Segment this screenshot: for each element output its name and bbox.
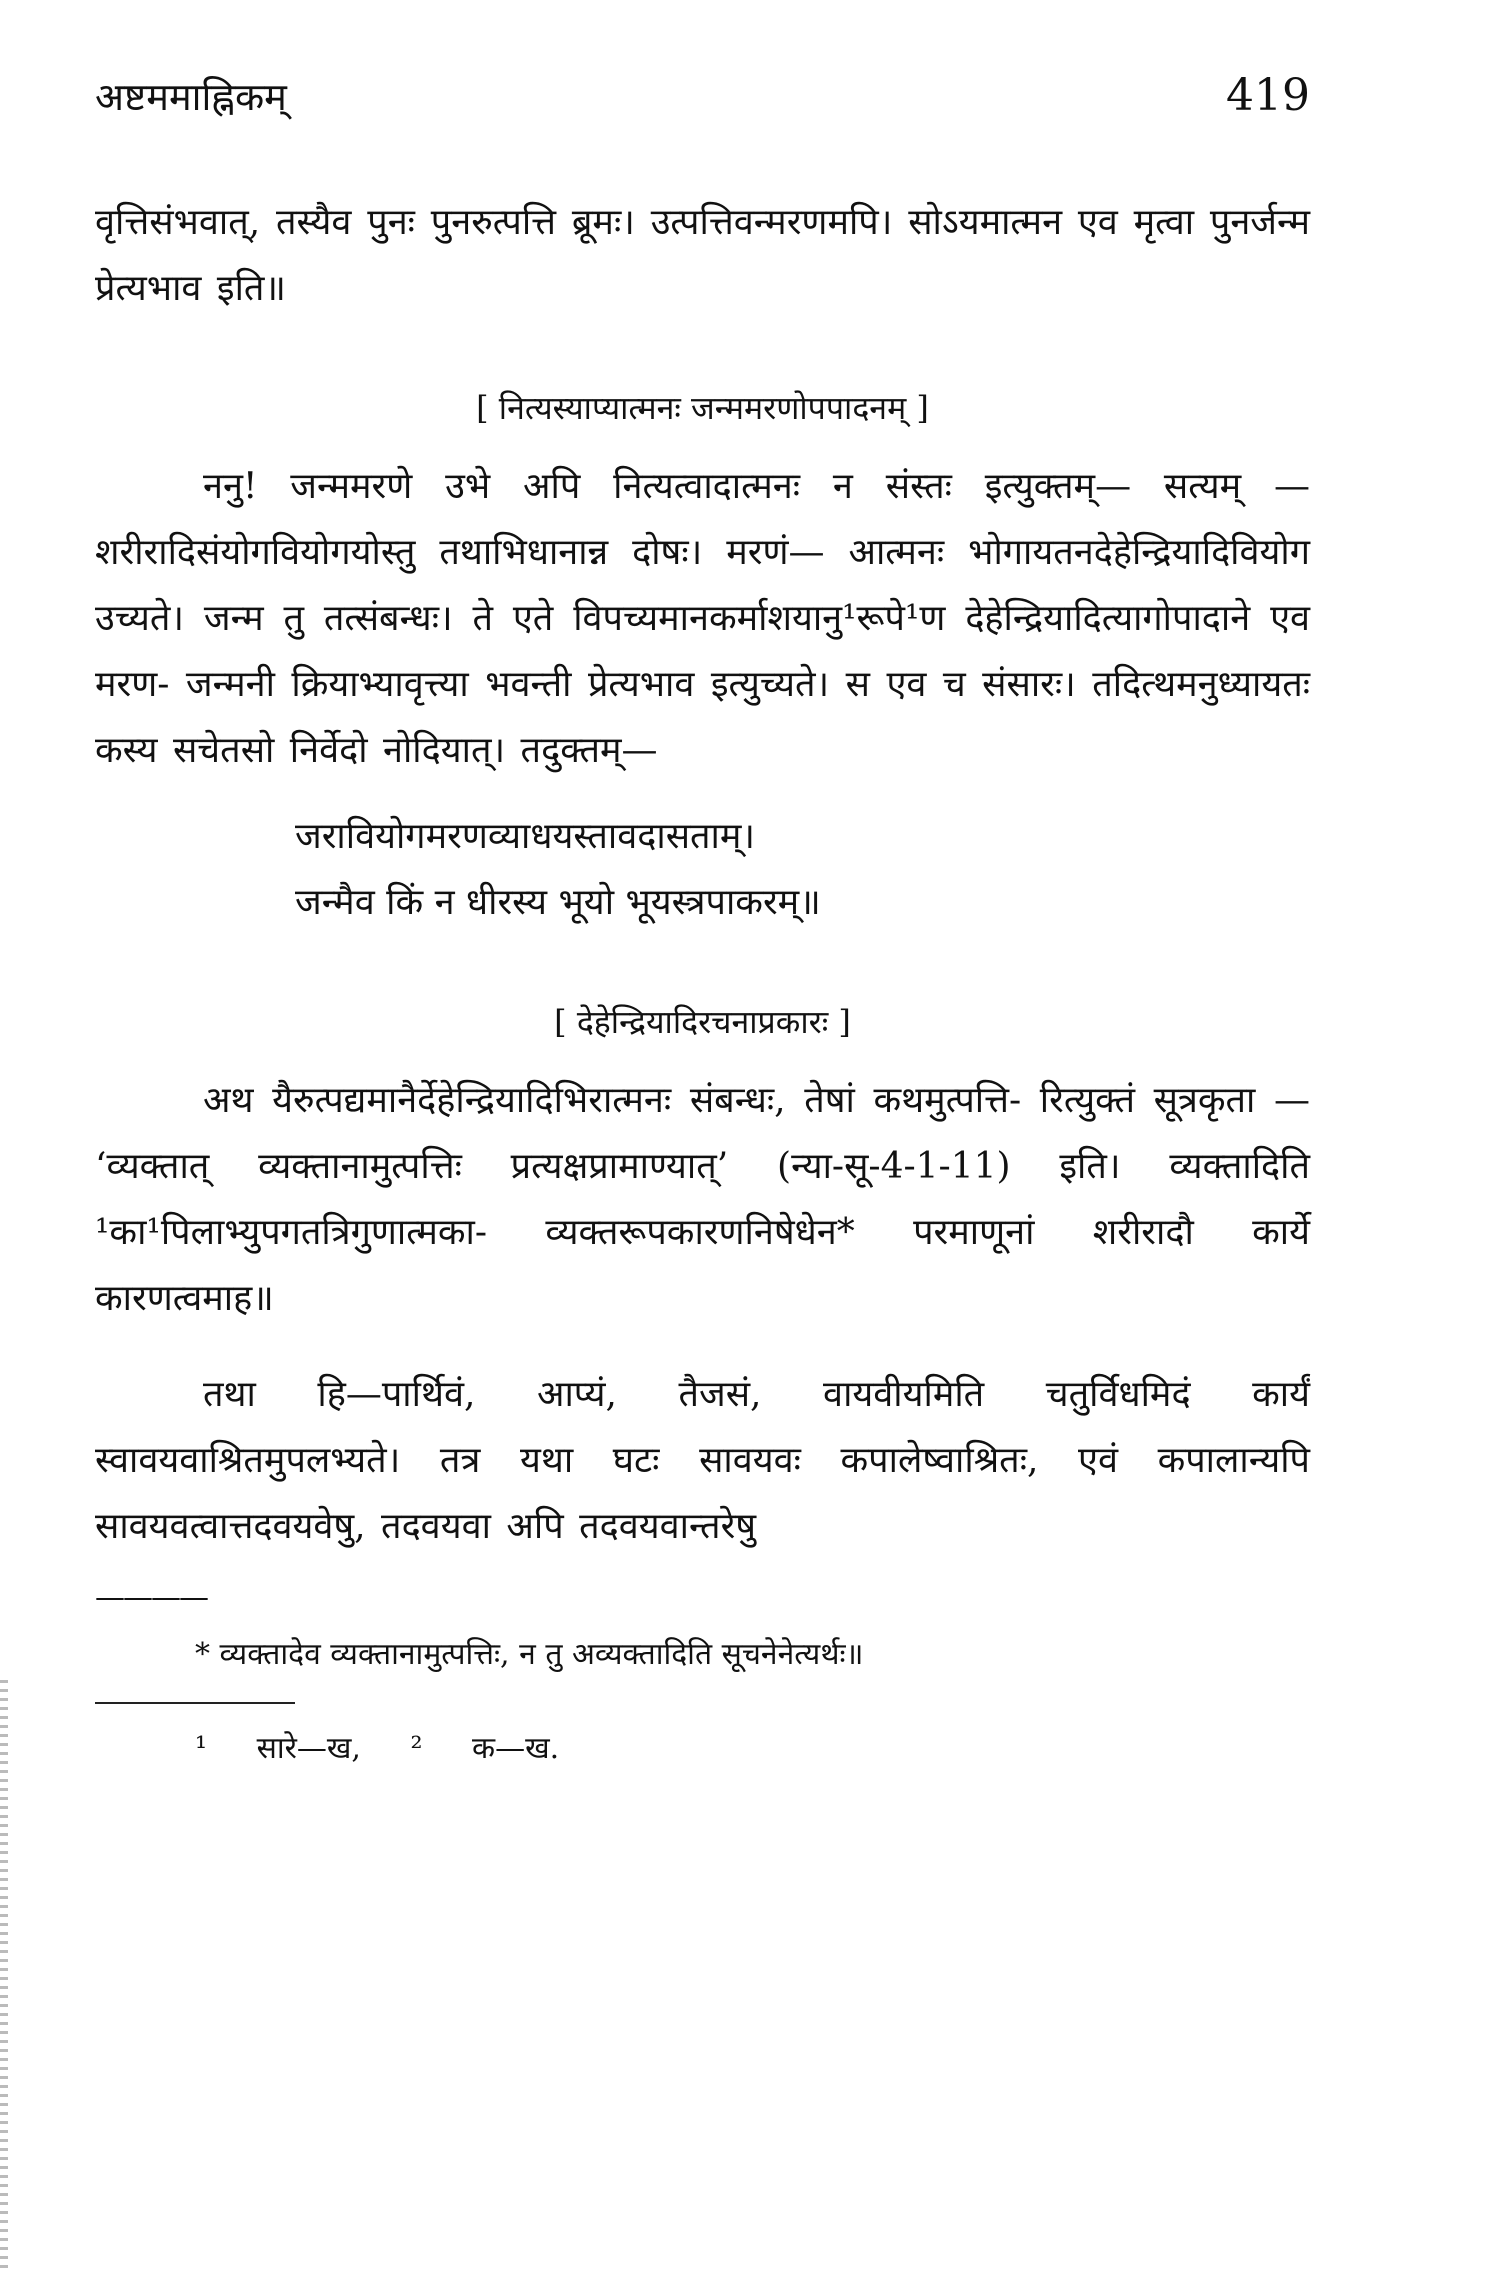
page-header (95, 70, 1310, 130)
verse-line-1: जरावियोगमरणव्याधयस्तावदासताम्। (295, 816, 756, 857)
variant-readings: ¹ सारे—ख, ² क—ख. (195, 1731, 560, 1766)
section-heading-2: [ देहेन्द्रियादिरचनाप्रकारः ] (554, 1003, 851, 1041)
verse-line-2: जन्मैव किं न धीरस्य भूयो भूयस्त्रपाकरम्॥ (295, 882, 821, 923)
paragraph-2: ननु! जन्ममरणे उभे अपि नित्यत्वादात्मनः न संस्तः इत्युक्तम्— सत्यम् — शरीरादिसंयोगवियोगयोस्तु तथाभिधानान्न दोषः। मरणं— आत्मनः भोगायतनदेहेन्द्रियादिवियोग उच्यते। जन्म तु तत्संबन्धः। ते एते विपच्यमानकर्माशयानु¹रूपे¹ण देहेन्द्रियादित्यागोपादाने एव मरण- जन्मनी क्रियाभ्यावृत्त्या भवन्ती प्रेत्यभाव इत्युच्यते। स एव च संसारः। तदित्थमनुध्यायतः कस्य सचेतसो निर्वेदो नोदियात्। तदुक्तम्— (95, 466, 1310, 771)
footnote-rule (95, 1702, 295, 1704)
body-text (95, 190, 1310, 1774)
paragraph-3: अथ यैरुत्पद्यमानैर्देहेन्द्रियादिभिरात्मनः संबन्धः, तेषां कथमुत्पत्ति- रित्युक्तं सूत्रकृता — ‘व्यक्तात् व्यक्तानामुत्पत्तिः प्रत्यक्षप्रामाण्यात्’ (न्या-सू-4-1-11) इति। व्यक्तादिति ¹का¹पिलाभ्युपगतत्रिगुणात्मका- व्यक्तरूपकारणनिषेधेन* परमाणूनां शरीरादौ कार्ये कारणत्वमाह॥ (95, 1080, 1310, 1319)
section-heading-1: [ नित्यस्याप्यात्मनः जन्ममरणोपपादनम् ] (476, 389, 929, 427)
footnote-star: * व्यक्तादेव व्यक्तानामुत्पत्तिः, न तु अव्यक्तादिति सूचनेनेत्यर्थः॥ (195, 1637, 864, 1672)
scan-edge-artifact (0, 1680, 8, 2274)
footnote-dashes: ———— (95, 1580, 207, 1615)
page-number: 419 (1226, 70, 1310, 121)
running-title: अष्टममाह्निकम् (95, 75, 287, 119)
paragraph-1: वृत्तिसंभवात्, तस्यैव पुनः पुनरुत्पत्ति ब्रूमः। उत्पत्तिवन्मरणमपि। सोऽयमात्मन एव मृत्वा पुनर्जन्म प्रेत्यभाव इति॥ (95, 202, 1310, 309)
paragraph-4: तथा हि—पार्थिवं, आप्यं, तैजसं, वायवीयमिति चतुर्विधमिदं कार्यं स्वावयवाश्रितमुपलभ्यते। तत्र यथा घटः सावयवः कपालेष्वाश्रितः, एवं कपालान्यपि सावयवत्वात्तदवयवेषु, तदवयवा अपि तदवयवान्तरेषु (95, 1374, 1310, 1547)
